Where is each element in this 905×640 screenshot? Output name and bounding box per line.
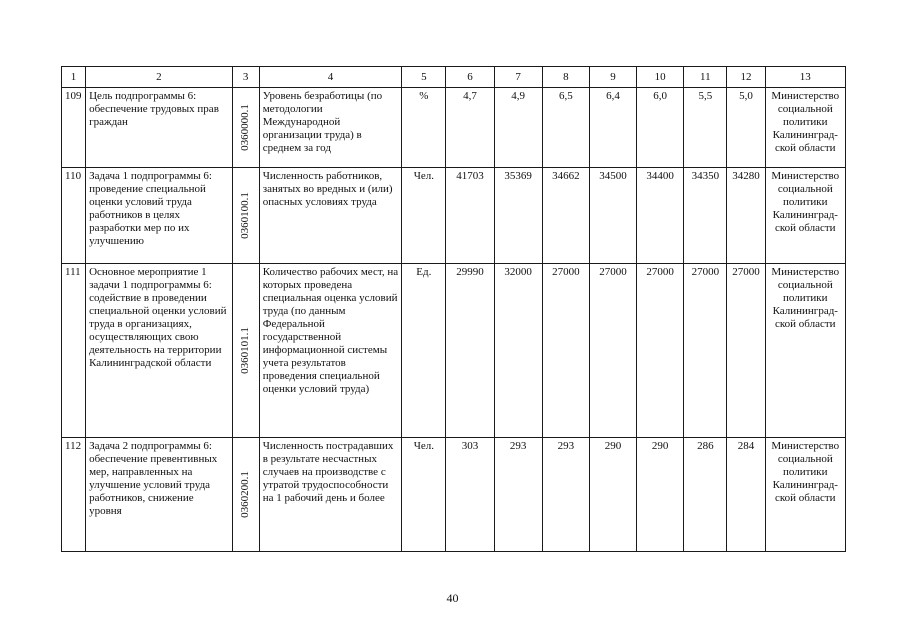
value-cell: 290: [589, 438, 636, 552]
table-row: [62, 168, 846, 264]
table-row: [62, 88, 846, 168]
indicators-table: [61, 66, 846, 552]
unit-cell: Чел.: [402, 438, 446, 552]
indicator-cell: Численность работников, занятых во вредных и (или) опасных условиях труда: [259, 168, 402, 264]
table-row: [62, 264, 846, 438]
code-wrapper: [233, 264, 259, 437]
row-number-cell: 112: [62, 438, 86, 552]
responsible-cell: Министерство социальной политики Калининград-ской области: [765, 438, 845, 552]
goal-name-cell: Основное мероприятие 1 задачи 1 подпрограммы 6: содействие в проведении специальной оценки условий труда в организациях, осуществляющих свою деятельность на территории Калининградской области: [86, 264, 233, 438]
code-cell: [232, 264, 259, 438]
value-cell: 34280: [727, 168, 765, 264]
vertical-code-text: 0360000.1: [239, 104, 252, 151]
column-header: 13: [765, 67, 845, 88]
code-wrapper: [233, 438, 259, 551]
value-cell: 284: [727, 438, 765, 552]
value-cell: 34400: [637, 168, 684, 264]
column-header: 4: [259, 67, 402, 88]
indicator-cell: Численность пострадавших в результате несчастных случаев на производстве с утратой трудоспособности на 1 рабочий день и более: [259, 438, 402, 552]
value-cell: 32000: [494, 264, 542, 438]
value-cell: 27000: [542, 264, 589, 438]
row-number-cell: 109: [62, 88, 86, 168]
indicator-cell: Уровень безработицы (по методологии Международной организации труда) в среднем за год: [259, 88, 402, 168]
table-row: [62, 438, 846, 552]
value-cell: 5,5: [684, 88, 727, 168]
indicator-cell: Количество рабочих мест, на которых проведена специальная оценка условий труда (по данным Федеральной государственной информационной системы учета результатов проведения специальной оценки условий труда): [259, 264, 402, 438]
column-header: 11: [684, 67, 727, 88]
value-cell: 34662: [542, 168, 589, 264]
responsible-cell: Министерство социальной политики Калининград-ской области: [765, 88, 845, 168]
unit-cell: %: [402, 88, 446, 168]
value-cell: 27000: [684, 264, 727, 438]
value-cell: 27000: [727, 264, 765, 438]
goal-name-cell: Задача 1 подпрограммы 6: проведение специальной оценки условий труда работников в целях разработки мер по их улучшению: [86, 168, 233, 264]
value-cell: 290: [637, 438, 684, 552]
column-header: 6: [446, 67, 494, 88]
vertical-code-text: 0360200.1: [239, 471, 252, 518]
value-cell: 41703: [446, 168, 494, 264]
value-cell: 5,0: [727, 88, 765, 168]
column-header: 7: [494, 67, 542, 88]
value-cell: 34350: [684, 168, 727, 264]
column-header: 3: [232, 67, 259, 88]
code-wrapper: [233, 88, 259, 167]
page-number: 40: [446, 591, 459, 605]
value-cell: 303: [446, 438, 494, 552]
value-cell: 6,0: [637, 88, 684, 168]
column-header: 9: [589, 67, 636, 88]
column-header: 5: [402, 67, 446, 88]
value-cell: 27000: [637, 264, 684, 438]
code-wrapper: [233, 168, 259, 263]
table-header-row: [62, 67, 846, 88]
value-cell: 27000: [589, 264, 636, 438]
column-header: 10: [637, 67, 684, 88]
vertical-code-text: 0360100.1: [239, 192, 252, 239]
value-cell: 6,4: [589, 88, 636, 168]
column-header: 1: [62, 67, 86, 88]
goal-name-cell: Цель подпрограммы 6: обеспечение трудовых прав граждан: [86, 88, 233, 168]
column-header: 12: [727, 67, 765, 88]
goal-name-cell: Задача 2 подпрограммы 6: обеспечение превентивных мер, направленных на улучшение условий труда работников, снижение уровня: [86, 438, 233, 552]
row-number-cell: 110: [62, 168, 86, 264]
responsible-cell: Министерство социальной политики Калининград-ской области: [765, 264, 845, 438]
column-header: 8: [542, 67, 589, 88]
responsible-cell: Министерство социальной политики Калининград-ской области: [765, 168, 845, 264]
value-cell: 293: [542, 438, 589, 552]
code-cell: [232, 438, 259, 552]
row-number-cell: 111: [62, 264, 86, 438]
code-cell: [232, 168, 259, 264]
value-cell: 4,9: [494, 88, 542, 168]
unit-cell: Чел.: [402, 168, 446, 264]
column-header: 2: [86, 67, 233, 88]
code-cell: [232, 88, 259, 168]
value-cell: 286: [684, 438, 727, 552]
value-cell: 35369: [494, 168, 542, 264]
value-cell: 4,7: [446, 88, 494, 168]
value-cell: 29990: [446, 264, 494, 438]
vertical-code-text: 0360101.1: [239, 327, 252, 374]
unit-cell: Ед.: [402, 264, 446, 438]
value-cell: 293: [494, 438, 542, 552]
value-cell: 34500: [589, 168, 636, 264]
value-cell: 6,5: [542, 88, 589, 168]
